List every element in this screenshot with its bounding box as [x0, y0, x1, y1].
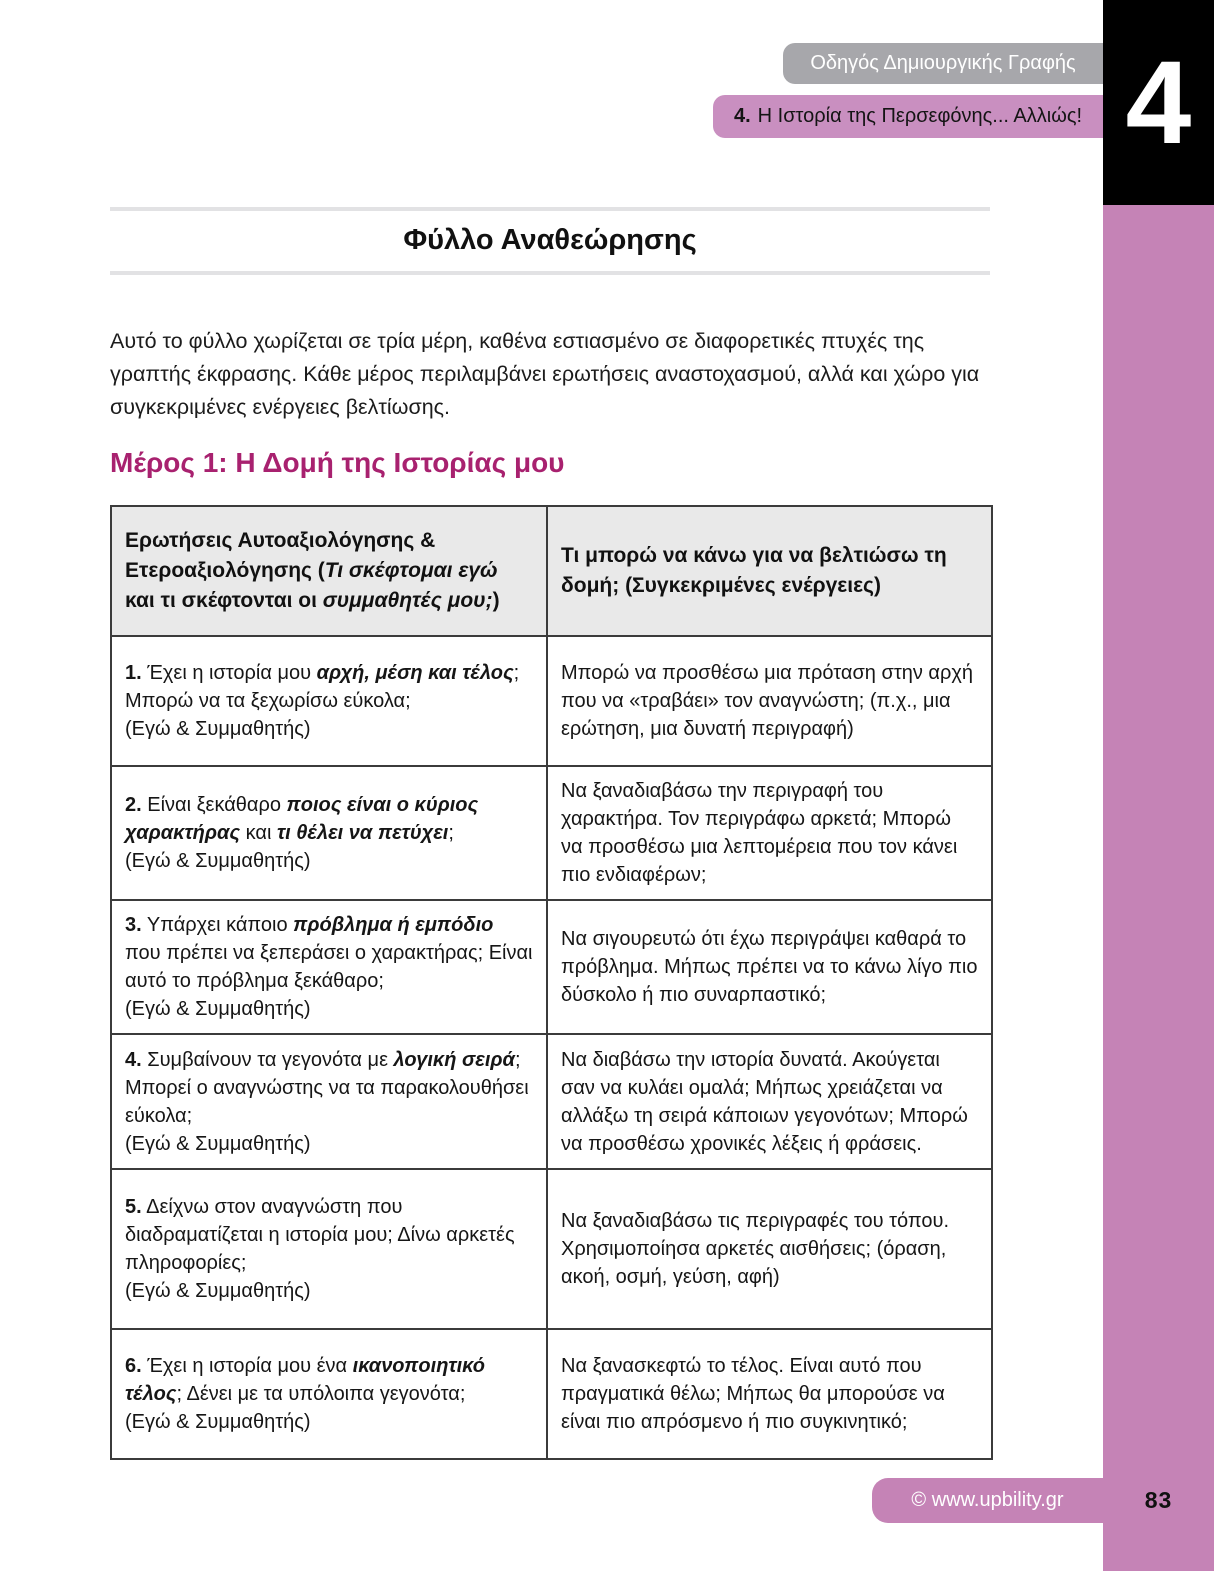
chapter-tab-number: 4.	[733, 105, 751, 127]
review-table	[110, 505, 993, 1460]
table-header-self-assessment: Ερωτήσεις Αυτοαξιολόγησης & Ετεροαξιολόγησης (Τι σκέφτομαι εγώ και τι σκέφτονται οι συμμαθητές μου;)	[111, 506, 547, 636]
page-title: Φύλλο Αναθεώρησης	[403, 224, 697, 256]
footer-copyright: © www.upbility.gr	[911, 1489, 1064, 1511]
page-number: 83	[1144, 1487, 1173, 1513]
title-divider-top	[110, 207, 990, 211]
cell-self-assessment-question: 5. Δείχνω στον αναγνώστη που διαδραματίζεται η ιστορία μου; Δίνω αρκετές πληροφορίες; (Εγώ & Συμμαθητής)	[111, 1169, 547, 1329]
table-header-actions: Τι μπορώ να κάνω για να βελτιώσω τη δομή; (Συγκεκριμένες ενέργειες)	[547, 506, 992, 636]
table-row	[111, 1329, 992, 1459]
title-divider-bottom	[110, 271, 990, 275]
table-row	[111, 636, 992, 766]
table-row	[111, 1169, 992, 1329]
right-sidebar	[1103, 205, 1214, 1571]
cell-improvement-action: Να ξαναδιαβάσω τις περιγραφές του τόπου. Χρησιμοποίησα αρκετές αισθήσεις; (όραση, ακοή, οσμή, γεύση, αφή)	[547, 1169, 992, 1329]
cell-improvement-action: Να ξαναδιαβάσω την περιγραφή του χαρακτήρα. Τον περιγράφω αρκετά; Μπορώ να προσθέσω μια λεπτομέρεια που τον κάνει πιο ενδιαφέρων;	[547, 766, 992, 900]
chapter-title-banner	[713, 95, 1103, 138]
cell-self-assessment-question: 1. Έχει η ιστορία μου αρχή, μέση και τέλος; Μπορώ να τα ξεχωρίσω εύκολα; (Εγώ & Συμμαθητής)	[111, 636, 547, 766]
table-row	[111, 766, 992, 900]
table-row	[111, 1034, 992, 1169]
chapter-number: 4	[1125, 36, 1192, 169]
chapter-tab-title: Η Ιστορία της Περσεφόνης... Αλλιώς!	[757, 105, 1083, 127]
footer-band	[872, 1478, 1214, 1523]
chapter-number-box	[1103, 0, 1214, 205]
cell-self-assessment-question: 3. Υπάρχει κάποιο πρόβλημα ή εμπόδιο που πρέπει να ξεπεράσει ο χαρακτήρας; Είναι αυτό το πρόβλημα ξεκάθαρο; (Εγώ & Συμμαθητής)	[111, 900, 547, 1034]
intro-paragraph: Αυτό το φύλλο χωρίζεται σε τρία μέρη, καθένα εστιασμένο σε διαφορετικές πτυχές της γραπτής έκφρασης. Κάθε μέρος περιλαμβάνει ερωτήσεις αναστοχασμού, αλλά και χώρο για συγκεκριμένες ενέργειες βελτίωσης.	[110, 328, 980, 420]
table-row	[111, 900, 992, 1034]
section-heading: Μέρος 1: Η Δομή της Ιστορίας μου	[110, 447, 565, 478]
cell-improvement-action: Μπορώ να προσθέσω μια πρόταση στην αρχή που να «τραβάει» τον αναγνώστη; (π.χ., μια ερώτηση, μια δυνατή περιγραφή)	[547, 636, 992, 766]
cell-self-assessment-question: 2. Είναι ξεκάθαρο ποιος είναι ο κύριος χαρακτήρας και τι θέλει να πετύχει; (Εγώ & Συμμαθητής)	[111, 766, 547, 900]
guide-title-banner	[783, 43, 1103, 84]
cell-self-assessment-question: 6. Έχει η ιστορία μου ένα ικανοποιητικό τέλος; Δένει με τα υπόλοιπα γεγονότα; (Εγώ & Συμμαθητής)	[111, 1329, 547, 1459]
cell-improvement-action: Να σιγουρευτώ ότι έχω περιγράψει καθαρά το πρόβλημα. Μήπως πρέπει να το κάνω λίγο πιο δύσκολο ή πιο συναρπαστικό;	[547, 900, 992, 1034]
guide-title-label: Οδηγός Δημιουργικής Γραφής	[810, 52, 1076, 74]
table-header-row	[111, 506, 992, 636]
table-body	[111, 636, 992, 1459]
cell-improvement-action: Να ξανασκεφτώ το τέλος. Είναι αυτό που πραγματικά θέλω; Μήπως θα μπορούσε να είναι πιο απρόσμενο ή πιο συγκινητικό;	[547, 1329, 992, 1459]
cell-self-assessment-question: 4. Συμβαίνουν τα γεγονότα με λογική σειρά; Μπορεί ο αναγνώστης να τα παρακολουθήσει εύκολα; (Εγώ & Συμμαθητής)	[111, 1034, 547, 1169]
cell-improvement-action: Να διαβάσω την ιστορία δυνατά. Ακούγεται σαν να κυλάει ομαλά; Μήπως χρειάζεται να αλλάξω τη σειρά κάποιων γεγονότων; Μπορώ να προσθέσω χρονικές λέξεις ή φράσεις.	[547, 1034, 992, 1169]
